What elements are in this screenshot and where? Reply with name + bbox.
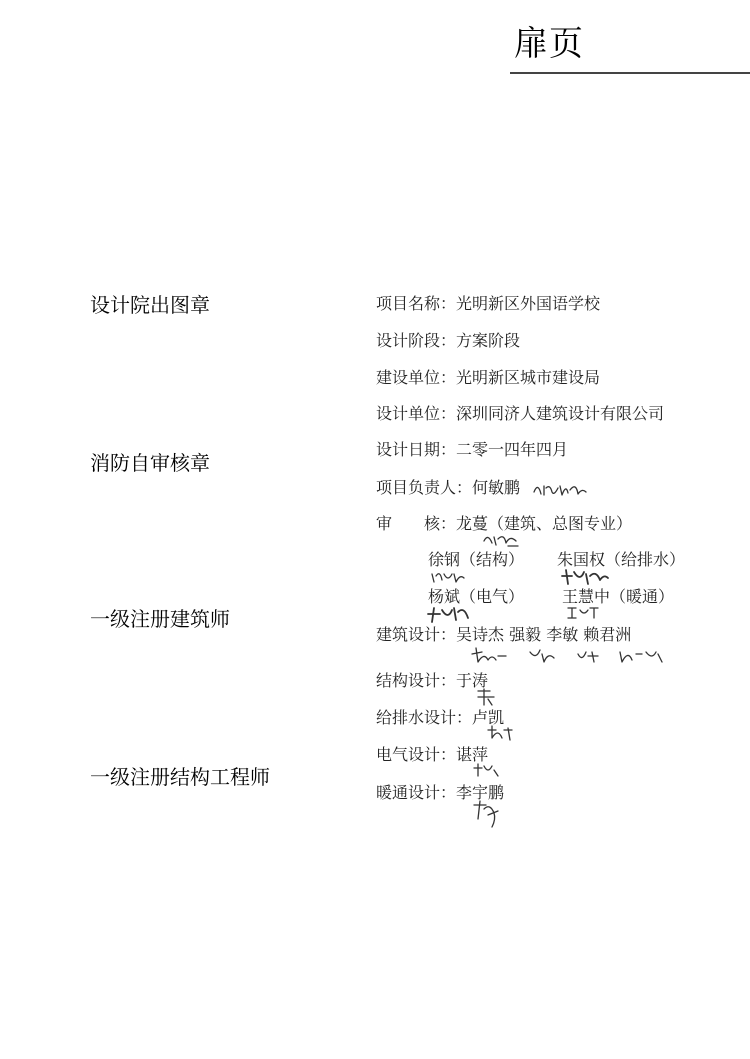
arch-signatures [470, 646, 666, 666]
reviewer-4: 杨斌（电气） [428, 587, 525, 606]
project-name-label: 项目名称： [376, 294, 457, 313]
stamp-registered-architect: 一级注册建筑师 [90, 607, 230, 631]
phase-label: 设计阶段： [376, 331, 457, 350]
phase-row [376, 330, 520, 352]
plumb-value: 卢凯 [472, 708, 505, 727]
reviewer-3: 朱国权（给排水） [557, 550, 686, 569]
elec-row [376, 744, 488, 766]
designer-value: 深圳同济人建筑设计有限公司 [456, 404, 665, 423]
stamp-fire-review: 消防自审核章 [90, 451, 210, 475]
date-label: 设计日期： [376, 440, 457, 459]
lead-label: 项目负责人： [376, 478, 473, 497]
date-value: 二零一四年四月 [456, 440, 569, 459]
struct-row [376, 670, 488, 692]
arch-row [376, 624, 631, 646]
struct-value: 于涛 [456, 671, 489, 690]
hvac-value: 李宇鹏 [456, 783, 505, 802]
client-value: 光明新区城市建设局 [456, 368, 601, 387]
lead-value: 何敏鹏 [472, 478, 521, 497]
client-label: 建设单位： [376, 368, 457, 387]
struct-label: 结构设计： [376, 671, 457, 690]
date-row [376, 439, 568, 461]
project-name-row [376, 293, 600, 315]
review-label: 审 核： [376, 514, 457, 533]
page-title: 扉页 [514, 24, 584, 64]
arch-value: 吴诗杰 强毅 李敏 赖君洲 [456, 625, 632, 644]
client-row [376, 367, 600, 389]
title-underline [510, 72, 750, 74]
reviewer-2: 徐钢（结构） [428, 550, 525, 569]
elec-label: 电气设计： [376, 745, 457, 764]
reviewer-1: 龙蔓（建筑、总图专业） [456, 514, 633, 533]
lead-row [376, 477, 520, 499]
designer-row [376, 403, 664, 425]
review-row [376, 513, 632, 535]
stamp-design-institute: 设计院出图章 [90, 293, 210, 317]
stamp-registered-structural-engineer: 一级注册结构工程师 [90, 765, 270, 789]
plumb-label: 给排水设计： [376, 708, 473, 727]
hvac-label: 暖通设计： [376, 783, 457, 802]
designer-label: 设计单位： [376, 404, 457, 423]
phase-value: 方案阶段 [456, 331, 521, 350]
elec-value: 谌萍 [456, 745, 489, 764]
lead-signature [532, 478, 588, 500]
arch-label: 建筑设计： [376, 625, 457, 644]
project-name-value: 光明新区外国语学校 [456, 294, 601, 313]
hvac-row [376, 782, 504, 804]
plumb-row [376, 707, 504, 729]
reviewer-5: 王慧中（暖通） [562, 587, 675, 606]
